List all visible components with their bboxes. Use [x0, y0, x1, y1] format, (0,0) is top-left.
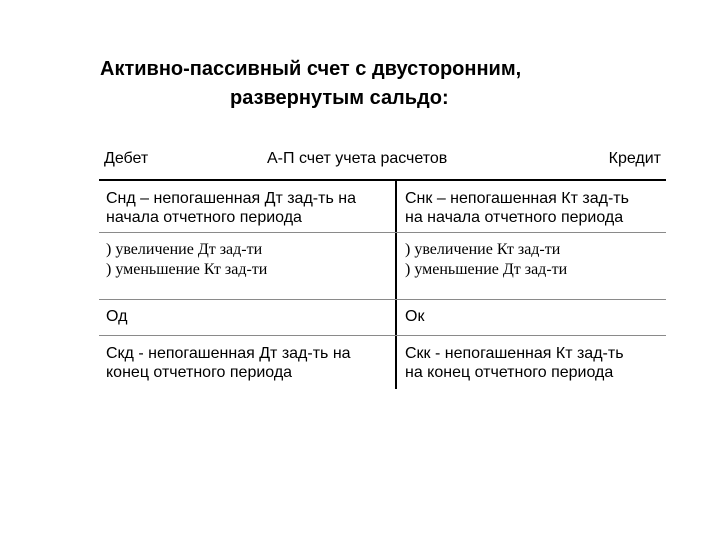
credit-turnover: [405, 307, 424, 326]
row-separator: [99, 299, 666, 300]
t-account-table: [99, 179, 666, 389]
cell-line: ) уменьшение Дт зад-ти: [405, 261, 568, 278]
account-name: А-П счет учета расчетов: [267, 150, 448, 167]
row-separator: [99, 335, 666, 336]
t-account-top-line: [99, 179, 666, 181]
cell-line: ) увеличение Дт зад-ти: [106, 241, 263, 258]
debit-label: Дебет: [104, 150, 149, 167]
debit-turnover: [106, 307, 127, 326]
cell-line: Скк - непогашенная Кт зад-ть: [405, 345, 624, 362]
cell-line: начала отчетного периода: [106, 209, 302, 226]
title-line-2: развернутым сальдо:: [230, 87, 449, 109]
t-account-divider: [395, 179, 397, 389]
cell-line: Снк – непогашенная Кт зад-ть: [405, 190, 629, 207]
credit-movements: [405, 240, 567, 280]
cell-line: Снд – непогашенная Дт зад-ть на: [106, 190, 356, 207]
closing-debit-balance: [106, 344, 351, 382]
slide-title: [100, 55, 660, 113]
cell-line: ) увеличение Кт зад-ти: [405, 241, 561, 258]
cell-line: Од: [106, 308, 128, 325]
cell-line: Скд - непогашенная Дт зад-ть на: [106, 345, 351, 362]
debit-movements: [106, 240, 267, 280]
cell-line: на конец отчетного периода: [405, 364, 614, 381]
cell-line: ) уменьшение Кт зад-ти: [106, 261, 268, 278]
t-account-header: [104, 150, 664, 172]
cell-line: конец отчетного периода: [106, 364, 293, 381]
cell-line: Ок: [405, 308, 425, 325]
row-separator: [99, 232, 666, 233]
opening-credit-balance: [405, 189, 629, 227]
credit-label: Кредит: [608, 150, 661, 167]
cell-line: на начала отчетного периода: [405, 209, 624, 226]
opening-debit-balance: [106, 189, 356, 227]
closing-credit-balance: [405, 344, 624, 382]
title-line-1: Активно-пассивный счет с двусторонним,: [100, 58, 522, 80]
